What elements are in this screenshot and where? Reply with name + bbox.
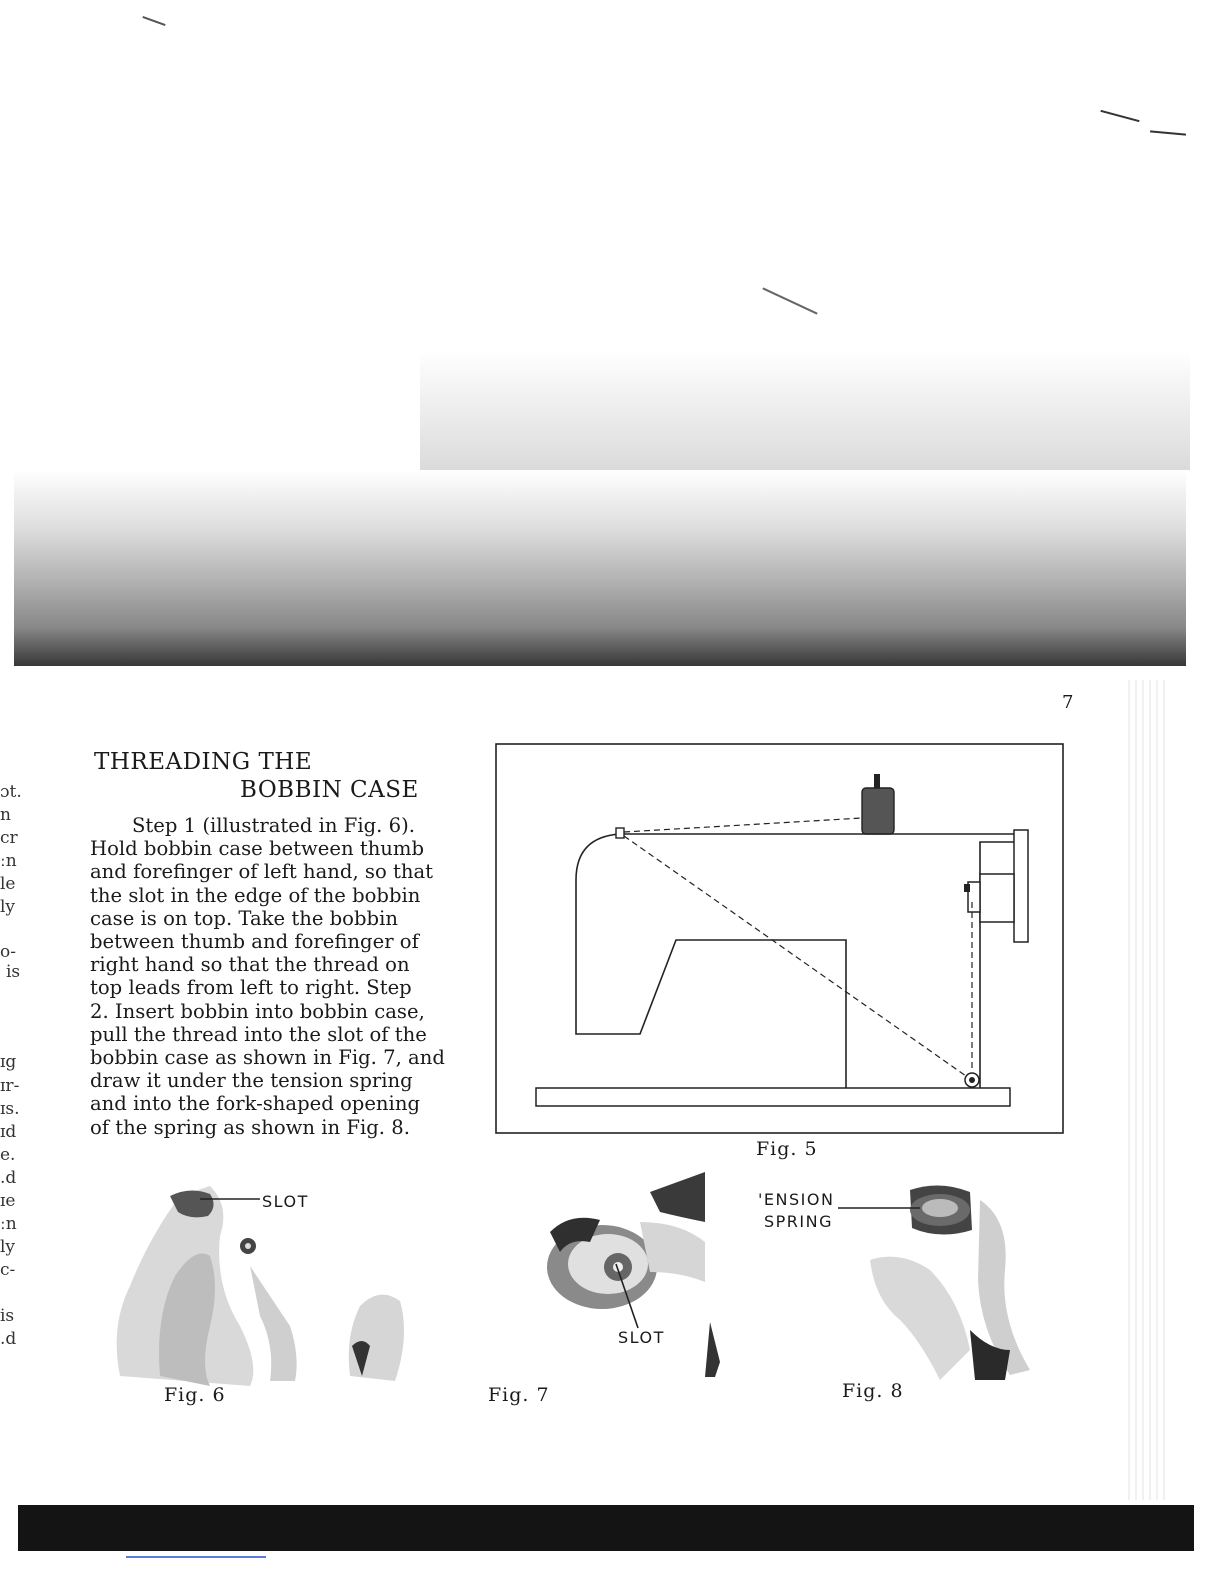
body-line: 2. Insert bobbin into bobbin case, — [90, 999, 425, 1023]
margin-fragment: is — [6, 962, 21, 982]
margin-fragment: ːn — [0, 851, 17, 871]
fig6-slot-leader-line — [200, 1192, 262, 1206]
body-line: case is on top. Take the bobbin — [90, 906, 398, 930]
body-line: Step 1 (illustrated in Fig. 6). — [132, 814, 415, 837]
body-line: right hand so that the thread on — [90, 953, 410, 977]
body-line: and into the fork-shaped opening — [90, 1092, 420, 1116]
scan-mark — [1150, 130, 1186, 135]
page-number: 7 — [1062, 692, 1074, 713]
scan-noise-band — [420, 350, 1190, 470]
section-heading-line1: THREADING THE — [94, 749, 313, 775]
margin-fragment: ɔt. — [0, 782, 22, 802]
body-line: bobbin case as shown in Fig. 7, and — [90, 1046, 445, 1070]
margin-fragment: ːn — [0, 1214, 17, 1234]
fig8-tension-callout-line1: 'ENSION — [758, 1190, 835, 1209]
scan-edge-strip — [1128, 680, 1168, 1500]
margin-fragment: ɪs. — [0, 1099, 20, 1119]
margin-fragment: ɪe — [0, 1191, 16, 1211]
margin-fragment: c- — [0, 1260, 16, 1280]
fig8-tension-callout-line2: SPRING — [764, 1212, 834, 1231]
margin-fragment: le — [0, 874, 16, 894]
scan-mark — [142, 16, 165, 26]
margin-fragment: ɪd — [0, 1122, 17, 1142]
margin-fragment: .d — [0, 1329, 17, 1349]
margin-fragment: is — [0, 1306, 15, 1326]
fig6-slot-callout: SLOT — [262, 1192, 309, 1211]
margin-fragment: ɪr- — [0, 1076, 20, 1096]
fig5-caption: Fig. 5 — [756, 1138, 818, 1160]
body-line: pull the thread into the slot of the — [90, 1022, 427, 1046]
margin-fragment: e. — [0, 1145, 16, 1165]
fig8-caption: Fig. 8 — [842, 1380, 904, 1402]
body-line: top leads from left to right. Step — [90, 976, 412, 1000]
margin-fragment: ly — [0, 1237, 16, 1257]
scan-mark — [762, 287, 817, 314]
fig8-tension-leader-line — [838, 1200, 922, 1214]
margin-fragment: .d — [0, 1168, 17, 1188]
fig7-slot-callout: SLOT — [618, 1328, 665, 1347]
margin-fragment: n — [0, 805, 11, 825]
fig7-caption: Fig. 7 — [488, 1384, 550, 1406]
fig7-slot-leader-line — [612, 1262, 642, 1332]
scan-dark-band — [14, 470, 1186, 666]
margin-fragment: ly — [0, 897, 16, 917]
margin-fragment: cr — [0, 828, 18, 848]
instructions-paragraph — [90, 814, 448, 1139]
fig6-caption: Fig. 6 — [164, 1384, 226, 1406]
scan-bottom-bar — [18, 1505, 1194, 1551]
body-line: of the spring as shown in Fig. 8. — [90, 1115, 410, 1139]
section-heading-line2: BOBBIN CASE — [240, 777, 419, 803]
sewing-machine-threading-diagram — [494, 742, 1066, 1136]
scan-underline — [126, 1556, 266, 1558]
scan-mark — [1100, 110, 1139, 122]
body-line: and forefinger of left hand, so that — [90, 860, 434, 884]
body-line: the slot in the edge of the bobbin — [90, 883, 421, 907]
margin-fragment: ɪg — [0, 1052, 17, 1072]
fig6-hands-holding-bobbin-photo — [100, 1176, 410, 1386]
body-line: Hold bobbin case between thumb — [90, 837, 425, 861]
margin-fragment: o- — [0, 942, 16, 962]
body-line: draw it under the tension spring — [90, 1069, 413, 1093]
body-line: between thumb and forefinger of — [90, 930, 419, 954]
